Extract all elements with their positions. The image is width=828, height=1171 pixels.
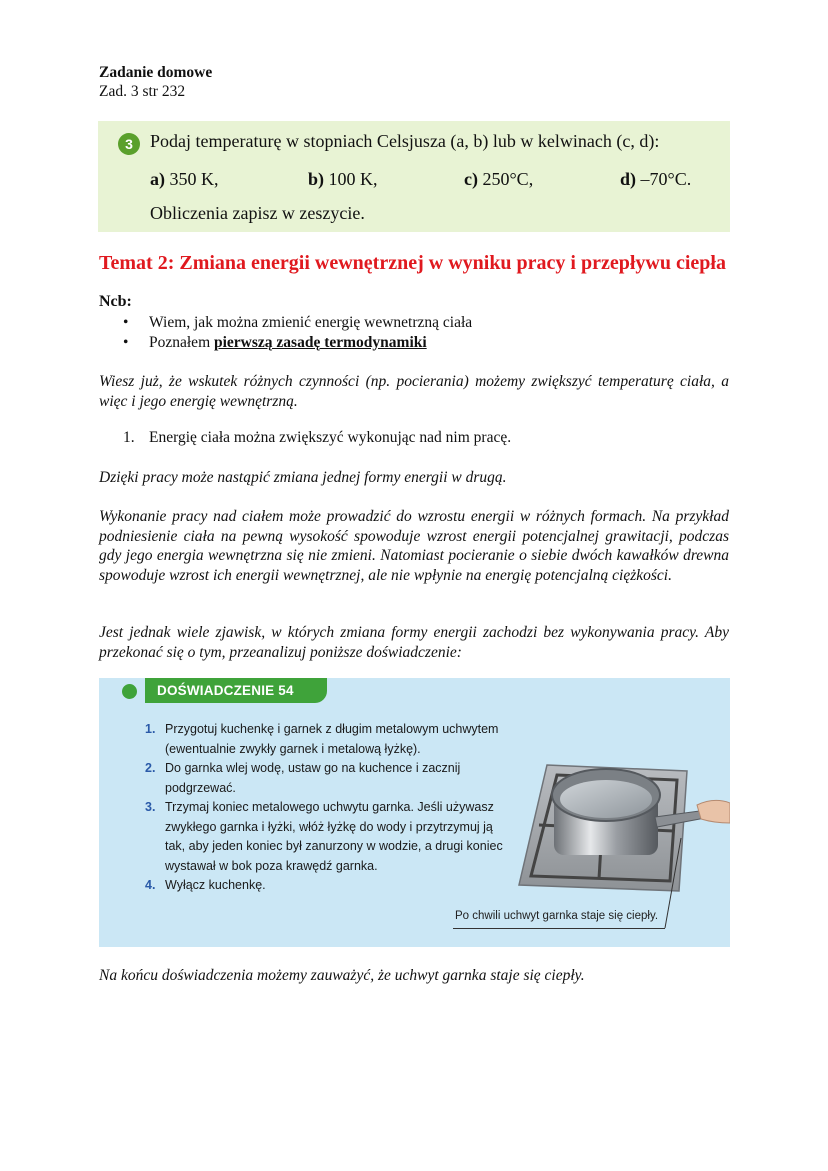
experiment-label: DOŚWIADCZENIE 54: [145, 678, 327, 703]
numbered-item: 1. Energię ciała można zwiększyć wykonując nad nim pracę.: [123, 429, 512, 446]
task-option-c: c) 250°C,: [464, 169, 534, 189]
ncb-item: • Poznałem pierwszą zasadę termodynamiki: [123, 334, 427, 351]
task-option-d: d) –70°C.: [620, 169, 692, 189]
task-box: [98, 121, 730, 232]
experiment-box: DOŚWIADCZENIE 54 1. Przygotuj kuchenkę i garnek z długim metalowym uchwytem (ewentualnie zwykły garnek i metalową łyżkę). 2. Do garnka wlej wodę, ustaw go na kuchence i zacznij podgrzewać. 3. Trzymaj koniec metalowego uchwytu garnka. Jeśli używasz zwykłego garnka i łyżki, włóż łyżkę do wody i przytrzymuj ją tak, aby jeden koniec był zanurzony w wodzie, a drugi koniec wystawał w bok poza krawędź garnka. 4. Wyłącz kuchenkę. Po chwili uchwyt garnka staje się ciepły.: [99, 678, 730, 947]
intro-paragraph: Wiesz już, że wskutek różnych czynności (np. pocierania) możemy zwiększyć temperaturę ciała, a więc i jego energię wewnętrzną.: [99, 373, 729, 410]
experiment-dot-icon: [122, 684, 137, 699]
ncb-item: • Wiem, jak można zmienić energię wewnetrzną ciała: [123, 314, 473, 331]
pot-on-stove-illustration: [509, 753, 730, 903]
transition-paragraph: Jest jednak wiele zjawisk, w których zmiana formy energii zachodzi bez wykonywania pracy. Aby przekonać się o tym, przeanalizuj poniższe doświadczenie:: [99, 624, 729, 661]
homework-title: Zadanie domowe: [99, 64, 213, 81]
homework-reference: Zad. 3 str 232: [99, 83, 186, 100]
caption-pointer-line: [659, 838, 689, 930]
ncb-emphasis: pierwszą zasadę termodynamiki: [214, 334, 427, 351]
task-option-a: a) 350 K,: [150, 169, 219, 189]
topic-heading: Temat 2: Zmiana energii wewnętrznej w wyniku pracy i przepływu ciepła: [99, 252, 726, 274]
bullet-icon: •: [123, 334, 129, 351]
bullet-icon: •: [123, 314, 129, 331]
work-paragraph: Dzięki pracy może nastąpić zmiana jednej formy energii w drugą.: [99, 469, 507, 486]
ncb-label: Ncb:: [99, 293, 132, 310]
task-note: Obliczenia zapisz w zeszycie.: [150, 203, 365, 223]
experiment-caption: Po chwili uchwyt garnka staje się ciepły.: [455, 910, 659, 922]
task-question: Podaj temperaturę w stopniach Celsjusza (a, b) lub w kelwinach (c, d):: [150, 131, 660, 151]
example-paragraph: Wykonanie pracy nad ciałem może prowadzić do wzrostu energii w różnych formach. Na przykład podniesienie ciała na pewną wysokość spowoduje wzrost energii potencjalnej grawitacji, podczas gdy jego energia wewnętrzna się nie zmieni. Natomiast pocieranie o siebie dwóch kawałków drewna spowoduje wzrost ich energii wewnętrznej, ale nie wpłynie na energię potencjalną ciężkości.: [99, 508, 729, 584]
task-option-b: b) 100 K,: [308, 169, 378, 189]
caption-underline: [453, 928, 665, 929]
conclusion-paragraph: Na końcu doświadczenia możemy zauważyć, że uchwyt garnka staje się ciepły.: [99, 967, 585, 984]
hand: [697, 800, 730, 823]
task-number-badge: 3: [118, 133, 140, 155]
pot-water: [560, 780, 652, 818]
